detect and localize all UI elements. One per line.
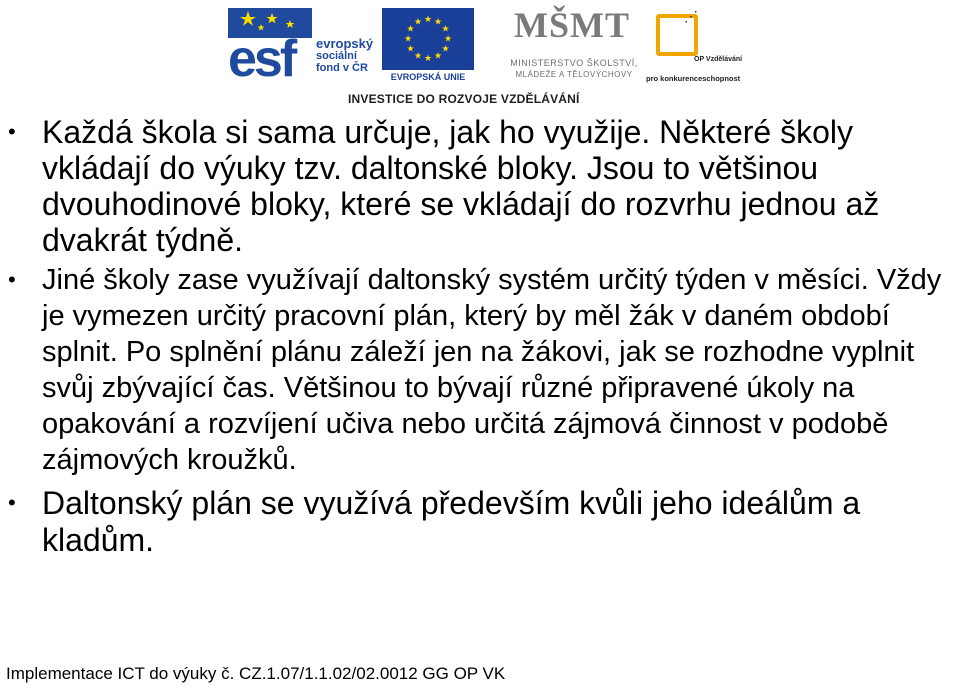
bullet-icon: • bbox=[8, 119, 16, 144]
msmt-caption-line2: MLÁDEŽE A TĚLOVÝCHOVY bbox=[515, 70, 633, 79]
esf-caption-line2: sociální bbox=[316, 50, 357, 62]
svg-text:★: ★ bbox=[413, 51, 423, 62]
esf-caption bbox=[316, 38, 373, 74]
msmt-logo bbox=[504, 4, 644, 86]
bullet-text: Každá škola si sama určuje, jak ho využije. Některé školy vkládají do výuky tzv. daltonské bloky. Jsou to většinou dvouhodinové bloky, které se vkládají do rozvrhu jednou až dvakrát týdně. bbox=[42, 114, 880, 258]
svg-text:★: ★ bbox=[441, 44, 450, 55]
investice-tagline: INVESTICE DO ROZVOJE VZDĚLÁVÁNÍ bbox=[348, 92, 580, 106]
esf-caption-line3: fond v ČR bbox=[316, 62, 368, 74]
eu-flag-icon bbox=[382, 8, 474, 70]
op-caption-line2: pro konkurenceschopnost bbox=[646, 74, 741, 83]
eu-label: EVROPSKÁ UNIE bbox=[390, 72, 466, 82]
bullet-text: Daltonský plán se využívá především kvůli jeho ideálům a kladům. bbox=[42, 485, 861, 558]
eu-logo bbox=[382, 8, 474, 84]
esf-logo bbox=[228, 8, 376, 88]
msmt-mark: MŠMT bbox=[514, 5, 630, 45]
bullet-icon: • bbox=[8, 490, 16, 515]
op-vk-logo bbox=[646, 8, 743, 84]
list-item bbox=[0, 485, 960, 559]
svg-text:★: ★ bbox=[433, 51, 443, 62]
bullet-text: Jiné školy zase využívají daltonský systém určitý týden v měsíci. Vždy je vymezen určitý pracovní plán, který by měl žák v daném období splnit. Po splnění plánu záleží jen na žákovi, jak se rozhodne vyplnit svůj zbývající čas. Většinou to bývají různé připravené úkoly na opakování a rozvíjení učiva nebo určitá zájmová činnost v podobě zájmových kroužků. bbox=[42, 264, 942, 476]
list-item bbox=[0, 114, 960, 258]
svg-text:★: ★ bbox=[433, 17, 443, 28]
list-item bbox=[0, 262, 960, 478]
svg-text:★: ★ bbox=[441, 24, 450, 35]
op-dots-icon: ⋰ bbox=[684, 8, 698, 24]
svg-text:★: ★ bbox=[406, 24, 415, 35]
esf-wordmark: esf bbox=[228, 30, 295, 88]
op-caption-line1: OP Vzdělávání bbox=[694, 56, 743, 63]
svg-text:★: ★ bbox=[423, 15, 433, 25]
footer-project-code: Implementace ICT do výuky č. CZ.1.07/1.1.02/02.0012 GG OP VK bbox=[6, 664, 506, 683]
svg-text:★: ★ bbox=[403, 34, 413, 45]
msmt-caption-line1: MINISTERSTVO ŠKOLSTVÍ, bbox=[510, 58, 638, 68]
logo-banner bbox=[0, 0, 960, 112]
esf-caption-line1: evropský bbox=[316, 36, 374, 51]
svg-text:★: ★ bbox=[423, 54, 433, 64]
bullet-list bbox=[0, 114, 960, 559]
bullet-icon: • bbox=[8, 267, 16, 292]
svg-text:★: ★ bbox=[443, 34, 453, 45]
svg-text:★: ★ bbox=[413, 17, 423, 28]
svg-text:★: ★ bbox=[406, 44, 415, 55]
